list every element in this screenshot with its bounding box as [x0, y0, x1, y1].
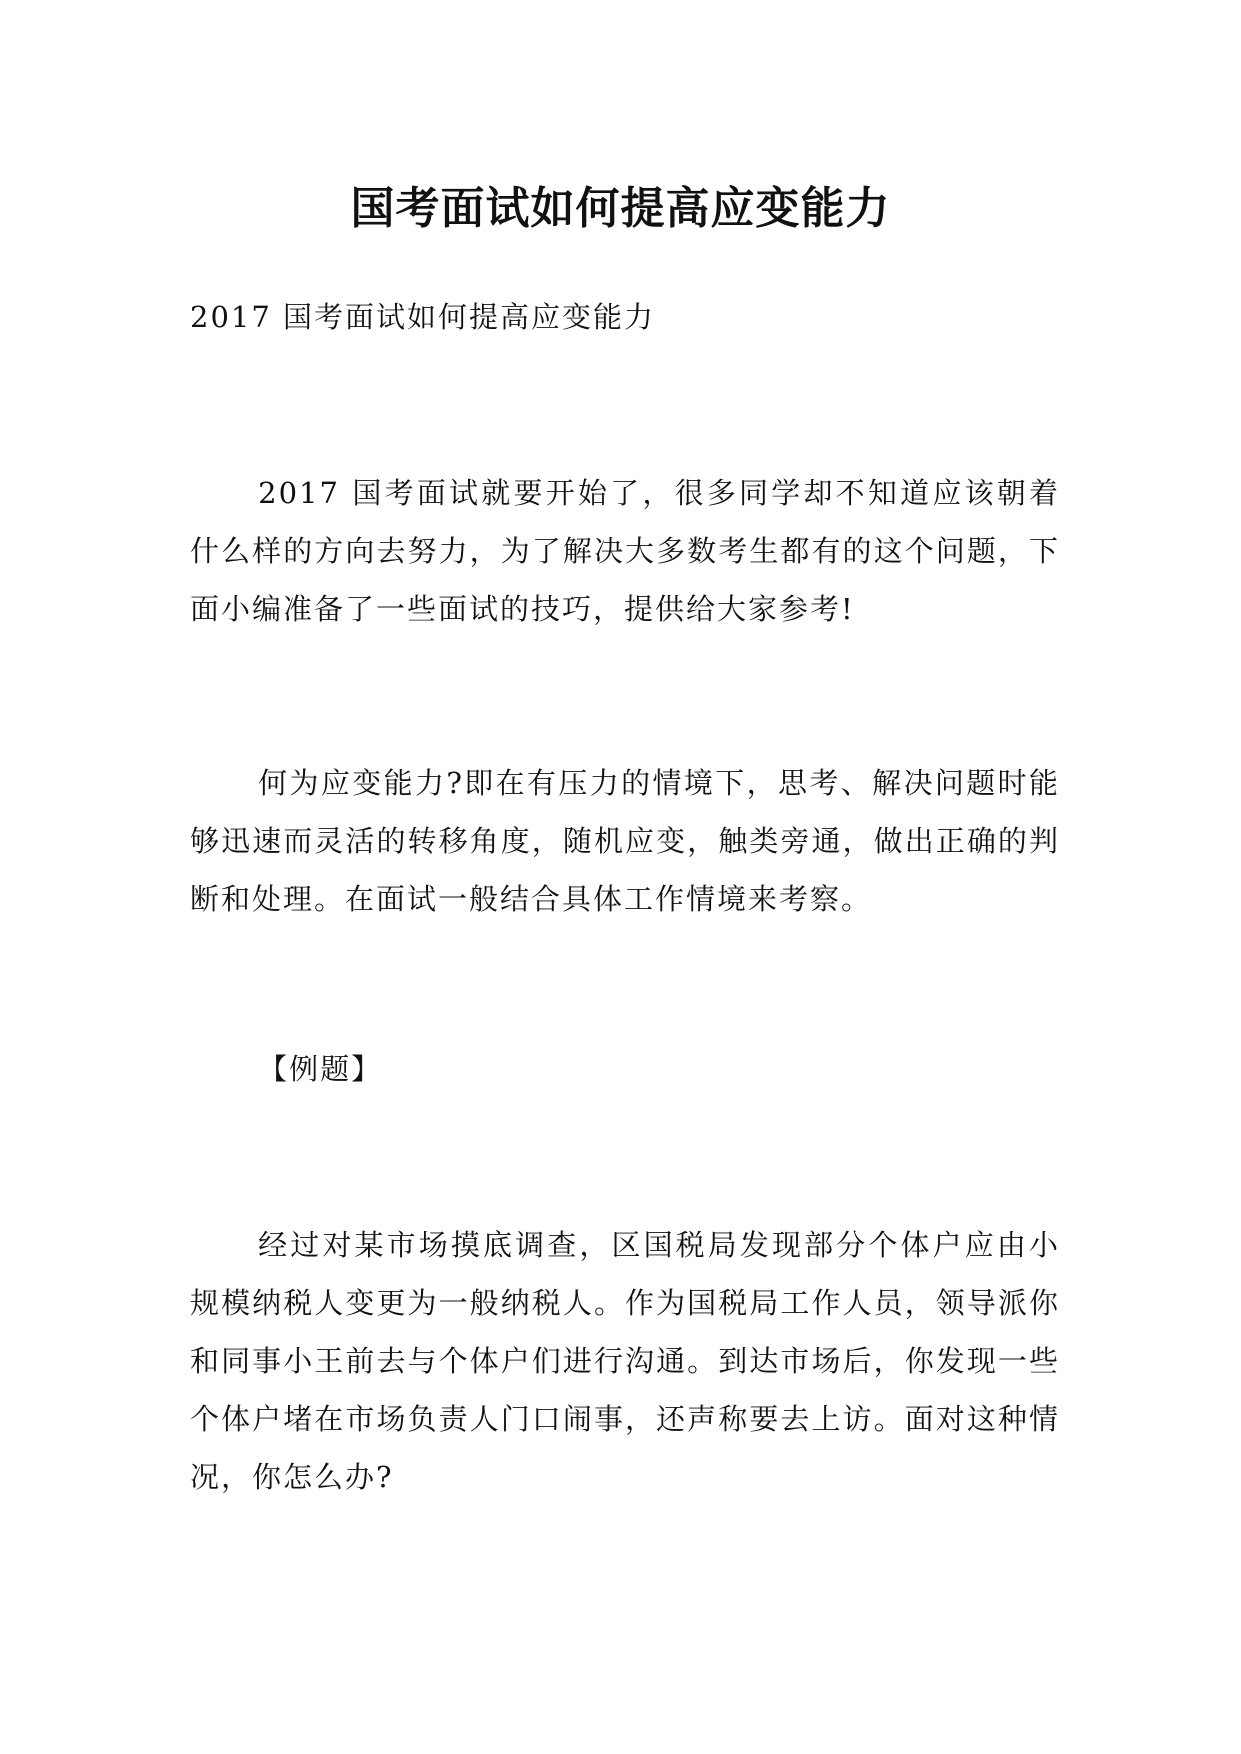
document-title: 国考面试如何提高应变能力 [350, 183, 891, 235]
paragraph-intro: 2017 国考面试就要开始了，很多同学却不知道应该朝着什么样的方向去努力，为了解决大多数考生都有的这个问题，下面小编准备了一些面试的技巧，提供给大家参考! [190, 476, 1060, 626]
paragraph-example-question: 经过对某市场摸底调查，区国税局发现部分个体户应由小规模纳税人变更为一般纳税人。作为国税局工作人员，领导派你和同事小王前去与个体户们进行沟通。到达市场后，你发现一些个体户堵在市场负责人门口闹事，还声称要去上访。面对这种情况，你怎么办? [190, 1228, 1060, 1494]
paragraph-definition: 何为应变能力?即在有压力的情境下，思考、解决问题时能够迅速而灵活的转移角度，随机应变，触类旁通，做出正确的判断和处理。在面试一般结合具体工作情境来考察。 [190, 766, 1060, 916]
document-subtitle: 2017 国考面试如何提高应变能力 [190, 300, 656, 334]
example-heading: 【例题】 [258, 1052, 383, 1086]
